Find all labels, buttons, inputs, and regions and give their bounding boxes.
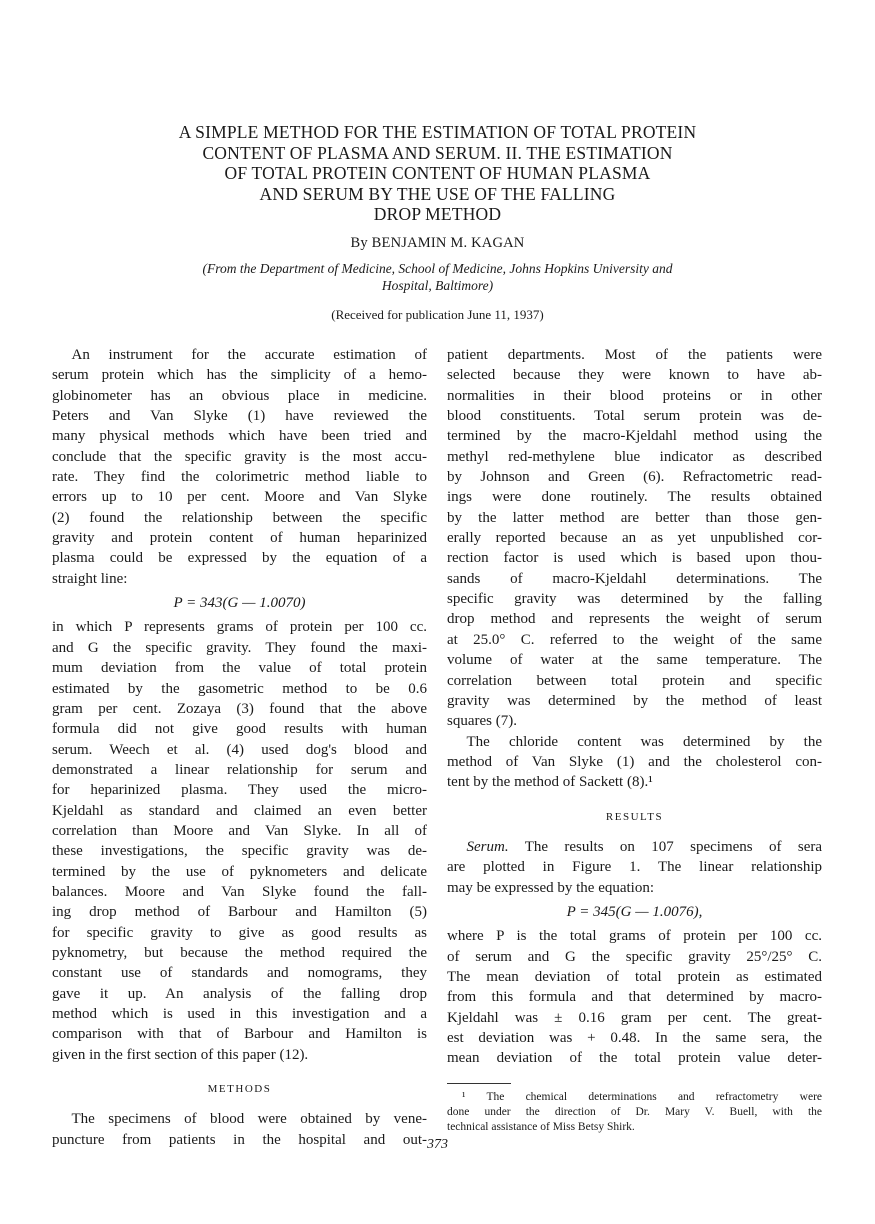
text-line: estimated by the gasometric method to be 0.6 xyxy=(52,680,427,697)
text-line: pyknometry, but because the method required the xyxy=(52,944,427,961)
text-line: for specific gravity to give as good results as xyxy=(52,924,427,941)
footnote-rule xyxy=(447,1083,511,1084)
text-line: termined by the use of pyknometers and delicate xyxy=(52,863,427,880)
text-line: rection factor is used which is based upon thou- xyxy=(447,550,822,567)
text-line: Kjeldahl as standard and claimed an even better xyxy=(52,802,427,819)
text-line: gravity and protein content of human heparinized xyxy=(52,530,427,547)
text-line: methyl red-methylene blue indicator as described xyxy=(447,448,822,465)
equation-moore-van-slyke: P = 343(G — 1.0070) xyxy=(173,595,306,612)
title-line: OF TOTAL PROTEIN CONTENT OF HUMAN PLASMA xyxy=(224,163,651,183)
text-line: formula did not give good results with human xyxy=(52,721,427,738)
footnote-line: done under the direction of Dr. Mary V. Buell, with the xyxy=(447,1105,822,1118)
intro-paragraph xyxy=(52,345,427,589)
serum-subheading: Serum. xyxy=(466,838,509,855)
text-line: method which is used in this investigation and a xyxy=(52,1006,427,1022)
text-line: are plotted in Figure 1. The linear relationship xyxy=(447,859,822,876)
text-line: selected because they were known to have ab- xyxy=(447,367,822,384)
text-line: where P is the total grams of protein per 100 cc. xyxy=(447,928,822,945)
text-line: gravity was determined by the method of least xyxy=(447,692,822,709)
text-line: puncture from patients in the hospital and out- xyxy=(52,1131,427,1148)
text-line: and G the specific gravity. They found the maxi- xyxy=(52,639,427,656)
text-line: mean deviation of the total protein value deter- xyxy=(447,1050,822,1067)
text-line: straight line: xyxy=(52,570,128,587)
text-line: serum protein which has the simplicity of a hemo- xyxy=(52,367,427,384)
text-line: volume of water at the same temperature. The xyxy=(447,652,822,669)
text-line: may be expressed by the equation: xyxy=(447,879,655,896)
body-paragraph xyxy=(52,617,427,1065)
text-line: of serum and G the specific gravity 25°/25° C. xyxy=(447,948,822,965)
text-line: these investigations, the specific gravity was de- xyxy=(52,843,427,860)
text-line: (2) found the relationship between the specific xyxy=(52,509,427,526)
text-line: in which P represents grams of protein per 100 cc. xyxy=(52,619,427,636)
text-line: tent by the method of Sackett (8).¹ xyxy=(447,774,653,791)
methods-continued-paragraph xyxy=(447,345,822,732)
text-line: ing drop method of Barbour and Hamilton (5) xyxy=(52,904,427,921)
chloride-paragraph xyxy=(447,732,822,793)
text-line: gram per cent. Zozaya (3) found that the above xyxy=(52,700,427,717)
text-line: given in the first section of this paper (12). xyxy=(52,1046,309,1063)
text-line: method of Van Slyke (1) and the cholesterol con- xyxy=(447,753,822,770)
text-line: demonstrated a linear relationship for serum and xyxy=(52,761,427,778)
text-line: specific gravity was determined by the falling xyxy=(447,591,822,608)
article-title xyxy=(120,122,755,225)
text-line: from this formula and that determined by macro- xyxy=(447,989,822,1006)
text-line: balances. Moore and Van Slyke found the fall- xyxy=(52,883,427,900)
text-line: plasma could be expressed by the equation of a xyxy=(52,550,427,567)
results-body-paragraph xyxy=(447,926,822,1068)
text-line: blood constituents. Total serum protein was de- xyxy=(447,408,822,425)
text-line: termined by the macro-Kjeldahl method using the xyxy=(447,428,822,445)
text-line: erally reported because an as yet unpublished cor- xyxy=(447,530,822,547)
text-line: gave it up. An analysis of the falling drop xyxy=(52,985,427,1002)
text-line: correlation than Moore and Van Slyke. In all of xyxy=(52,822,427,839)
left-column xyxy=(52,345,427,1150)
text-line: est deviation was + 0.48. In the same sera, the xyxy=(447,1030,822,1046)
text-line: for heparinized plasma. They used the micro- xyxy=(52,782,427,799)
author-byline: By BENJAMIN M. KAGAN xyxy=(350,235,525,251)
right-column xyxy=(447,345,822,1135)
page-number: 373 xyxy=(427,1137,448,1152)
text-line: errors up to 10 per cent. Moore and Van Slyke xyxy=(52,489,427,506)
text-line: comparison with that of Barbour and Hamilton is xyxy=(52,1026,427,1043)
text-line: drop method and represents the weight of serum xyxy=(447,611,822,628)
text-line: squares (7). xyxy=(447,713,517,730)
text-line: Peters and Van Slyke (1) have reviewed the xyxy=(52,408,427,425)
title-line: A SIMPLE METHOD FOR THE ESTIMATION OF TOTAL PROTEIN xyxy=(178,122,697,142)
text-line: Kjeldahl was ± 0.16 gram per cent. The great- xyxy=(447,1009,822,1026)
results-paragraph xyxy=(447,837,822,898)
equation-serum: P = 345(G — 1.0076), xyxy=(566,903,703,920)
title-line: CONTENT OF PLASMA AND SERUM. II. THE ESTIMATION xyxy=(202,142,673,163)
text-line: An instrument for the accurate estimation of xyxy=(71,347,427,363)
text-line: ings were done routinely. The results obtained xyxy=(447,489,822,506)
footnote xyxy=(447,1090,822,1135)
text-line: at 25.0° C. referred to the weight of the same xyxy=(447,631,822,648)
text-line: The specimens of blood were obtained by vene- xyxy=(71,1111,427,1128)
text-line: by the latter method are better than those gen- xyxy=(447,509,822,526)
received-date: (Received for publication June 11, 1937) xyxy=(331,307,544,322)
footnote-line: technical assistance of Miss Betsy Shirk. xyxy=(447,1120,635,1133)
text-line: many physical methods which have been tried and xyxy=(52,428,427,445)
text-line: globinometer has an obvious place in medicine. xyxy=(52,387,427,404)
text-line: conclude that the specific gravity is the most accu- xyxy=(52,448,427,465)
affiliation-line: Hospital, Baltimore) xyxy=(381,278,494,293)
affiliation xyxy=(120,260,755,294)
text-run: The results on 107 specimens of sera xyxy=(524,838,822,855)
title-line: AND SERUM BY THE USE OF THE FALLING xyxy=(259,183,616,204)
text-line: The mean deviation of total protein as estimated xyxy=(447,968,822,985)
affiliation-line: (From the Department of Medicine, School of Medicine, Johns Hopkins University and xyxy=(202,261,673,276)
text-line: correlation between total protein and specific xyxy=(447,672,822,689)
text-line: by Johnson and Green (6). Refractometric read- xyxy=(447,469,822,486)
text-line: serum. Weech et al. (4) used dog's blood and xyxy=(52,741,427,758)
text-line: constant use of standards and nomograms, they xyxy=(52,965,427,982)
text-line: mum deviation from the value of total protein xyxy=(52,660,427,677)
text-line: patient departments. Most of the patients were xyxy=(447,347,822,363)
text-line: The chloride content was determined by the xyxy=(466,733,822,750)
text-line xyxy=(447,837,822,857)
text-line: rate. They find the colorimetric method liable to xyxy=(52,469,427,486)
footnote-line: ¹ The chemical determinations and refractometry were xyxy=(461,1090,822,1103)
text-line: normalities in their blood proteins or in other xyxy=(447,387,822,404)
methods-heading: METHODS xyxy=(207,1083,272,1096)
title-line: DROP METHOD xyxy=(373,204,502,224)
results-heading: RESULTS xyxy=(605,810,664,823)
text-line: sands of macro-Kjeldahl determinations. The xyxy=(447,570,822,587)
